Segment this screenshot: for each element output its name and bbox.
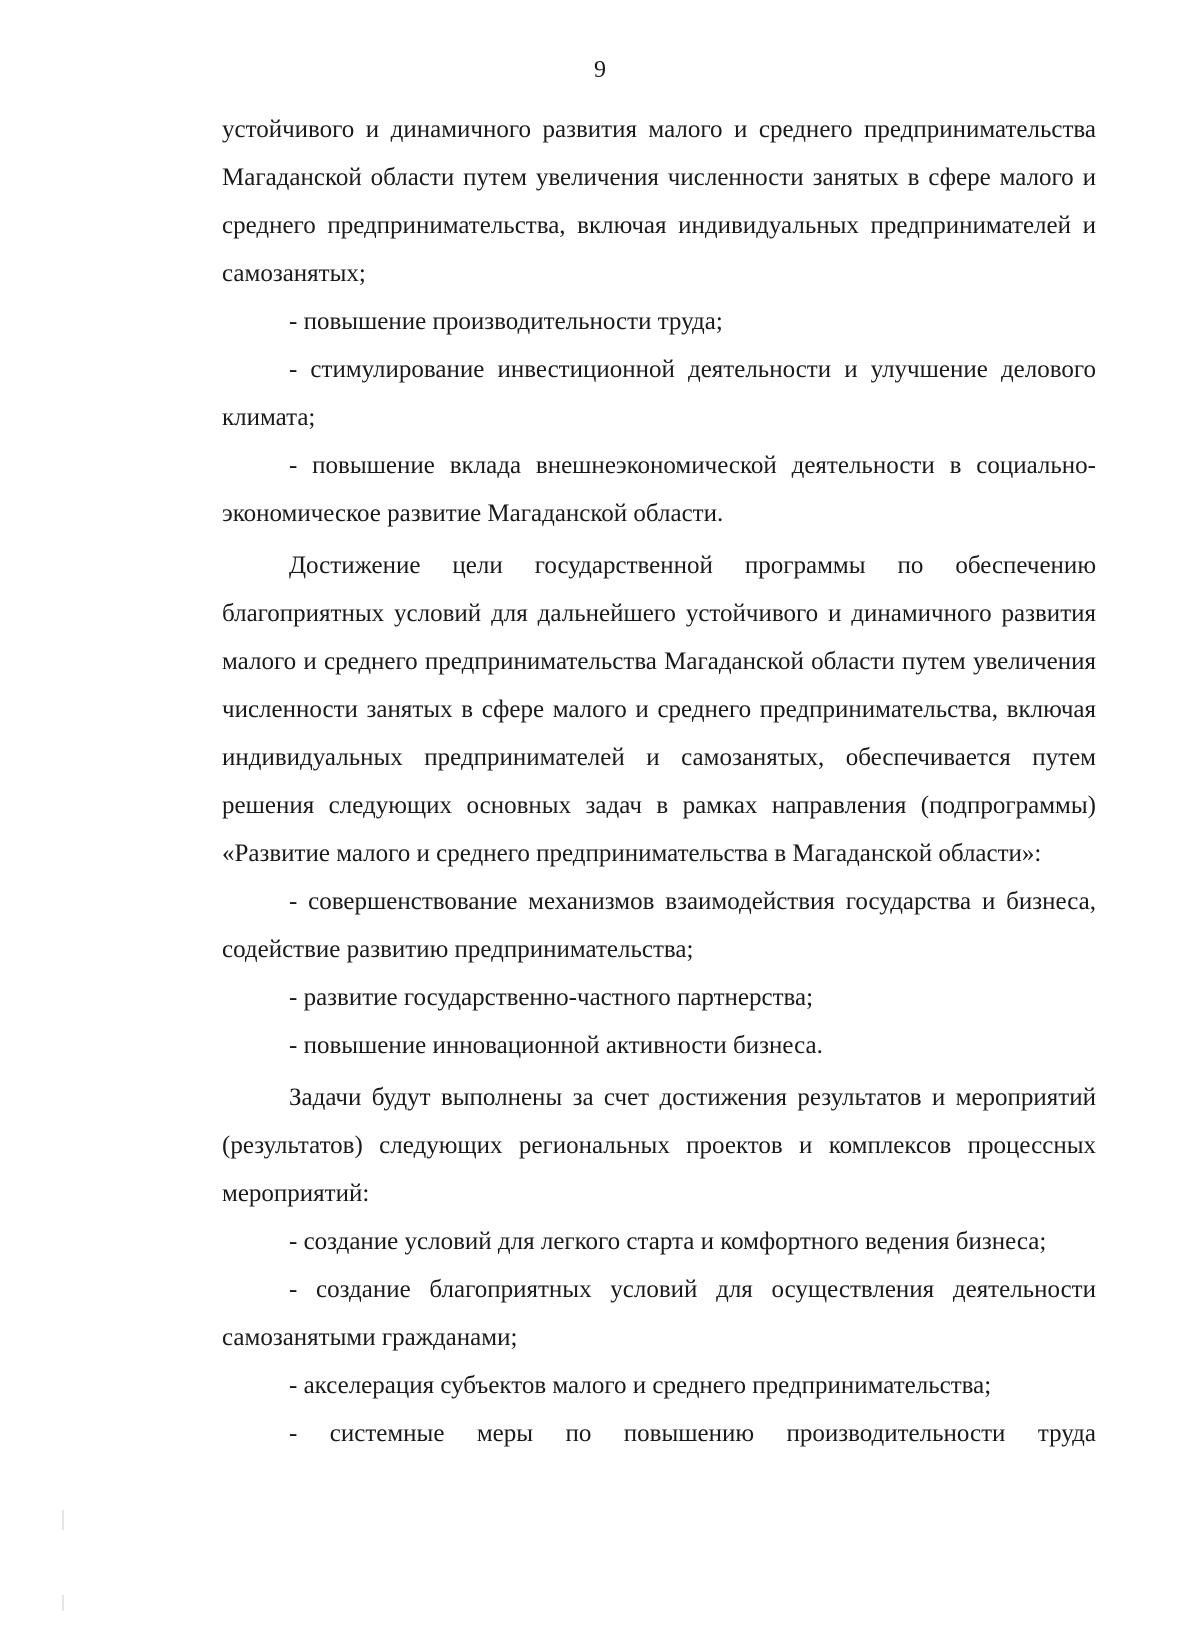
list-item-easy-start: - создание условий для легкого старта и комфортного ведения бизнеса; — [289, 1228, 1047, 1255]
list-item-self-employed: - создание благоприятных условий для осуществления деятельности самозанятыми гражданами; — [222, 1276, 1096, 1351]
paragraph-goal-achievement: Достижение цели государственной программы по обеспечению благоприятных условий для дальнейшего устойчивого и динамичного развития малого и среднего предпринимательства Магаданской области путем увеличения численности занятых в сфере малого и среднего предпринимательства, включая индивидуальных предпринимателей и самозанятых, обеспечивается путем решения следующих основных задач в рамках направления (подпрограммы) «Развитие малого и среднего предпринимательства в Магаданской области»: — [222, 552, 1096, 867]
scan-artifact — [62, 1510, 64, 1530]
list-item-acceleration: - акселерация субъектов малого и среднего предпринимательства; — [289, 1372, 992, 1399]
list-item-investment: - стимулирование инвестиционной деятельности и улучшение делового климата; — [222, 356, 1096, 431]
page-number: 9 — [594, 57, 606, 83]
list-item-innovation: - повышение инновационной активности бизнеса. — [289, 1032, 823, 1059]
list-item-partnership: - развитие государственно-частного партнерства; — [289, 984, 814, 1011]
list-item-interaction: - совершенствование механизмов взаимодействия государства и бизнеса, содействие развитию предпринимательства; — [222, 888, 1096, 963]
list-item-productivity: - повышение производительности труда; — [289, 308, 723, 335]
body-text — [222, 106, 1096, 1458]
paragraph-tasks: Задачи будут выполнены за счет достижения результатов и мероприятий (результатов) следующих региональных проектов и комплексов процессных мероприятий: — [222, 1084, 1096, 1207]
paragraph-continuation: устойчивого и динамичного развития малого и среднего предпринимательства Магаданской области путем увеличения численности занятых в сфере малого и среднего предпринимательства, включая индивидуальных предпринимателей и самозанятых; — [222, 116, 1096, 287]
scan-artifact — [62, 1595, 64, 1611]
list-item-productivity-measures: - системные меры по повышению производительности труда — [289, 1420, 1096, 1447]
list-item-foreign-trade: - повышение вклада внешнеэкономической деятельности в социально-экономическое развитие Магаданской области. — [222, 452, 1096, 527]
